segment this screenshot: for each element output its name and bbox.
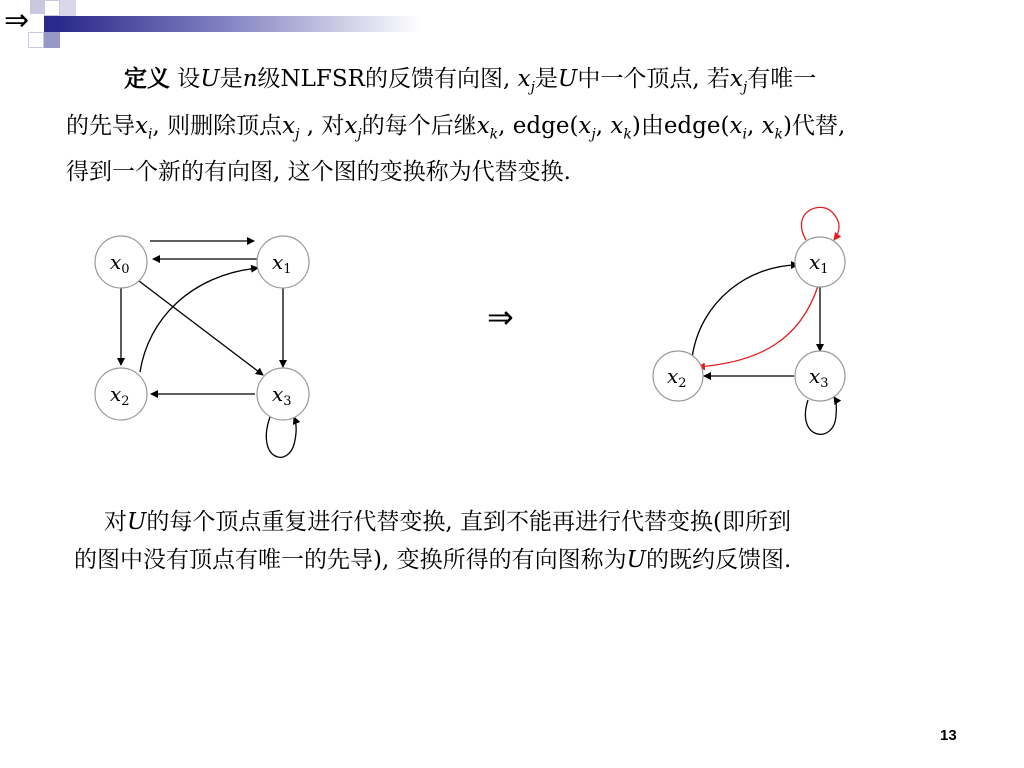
text: , [746,112,762,139]
edge-x2-x1 [140,268,258,372]
node-label: $x_2$ [110,382,130,409]
subscript: j [295,126,300,143]
text: 的每个后继 [361,112,477,139]
edge-x1-x1 [801,207,839,240]
text: 的先导 [66,112,135,139]
subscript: i [147,126,153,143]
conclusion-paragraph [66,503,966,579]
var: x [578,112,592,139]
text: 的图中没有顶点有唯一的先导), 变换所得的有向图称为 [74,547,627,573]
node-label: $x_3$ [272,382,292,409]
subscript: j [530,79,535,96]
text: 的每个顶点重复进行代替变换, 直到不能再进行代替变换(即所到 [146,509,791,535]
var: x [761,112,775,139]
var: x [729,112,743,139]
text: 中一个顶点, 若 [577,66,730,92]
var: x [610,112,624,139]
node-x2 [653,351,703,401]
node-label: $x_1$ [272,250,292,277]
node-label: $x_3$ [809,364,829,391]
subscript: k [623,126,632,143]
subscript: k [774,126,784,143]
node-x2 [95,368,147,420]
var: n [242,66,258,92]
text: , edge( [498,112,579,139]
text: 的既约反馈图. [646,547,792,573]
var: U [200,66,220,92]
node-label: $x_2$ [667,364,687,391]
node-label: $x_1$ [809,250,829,277]
edge-x2-x1 [692,265,798,358]
implies-symbol: ⇒ [487,298,514,336]
text: , 对 [299,112,345,139]
text: 是 [534,66,558,92]
var: x [282,112,296,139]
text: , 则删除顶点 [152,112,283,139]
var: U [127,509,147,535]
text: )代替, [783,112,846,139]
var: x [344,112,358,139]
text: 级NLFSR的反馈有向图, [257,66,518,92]
definition-label: 定义 [124,66,170,92]
node-x0 [95,236,147,288]
var: x [135,112,148,139]
var: x [517,66,531,92]
text: 对 [104,509,127,535]
edge-x0-x3 [139,281,263,375]
text: 设 [170,66,201,92]
node-x3 [257,368,309,420]
text: )由edge( [631,112,730,139]
var: x [729,66,743,92]
edge-x1-x2 [698,286,818,367]
subscript: j [591,126,596,143]
subscript: j [357,126,362,143]
node-x3 [795,351,845,401]
double-right-arrow-icon[interactable]: ⇒ [4,3,30,38]
text: 有唯一 [747,66,817,92]
subscript: j [742,79,748,96]
var: U [557,66,578,92]
node-label: $x_0$ [110,250,130,277]
subscript: k [489,126,499,143]
subscript: i [742,126,747,143]
text: , [595,112,611,139]
page-number: 13 [940,727,957,744]
node-x1 [257,236,309,288]
edge-x3-x3 [805,397,836,434]
text: 得到一个新的有向图, 这个图的变换称为代替变换. [66,159,571,186]
edge-x3-x3 [266,417,296,457]
text: 是 [219,66,243,92]
var: x [476,112,490,139]
node-x1 [795,237,845,287]
var: U [626,547,646,573]
